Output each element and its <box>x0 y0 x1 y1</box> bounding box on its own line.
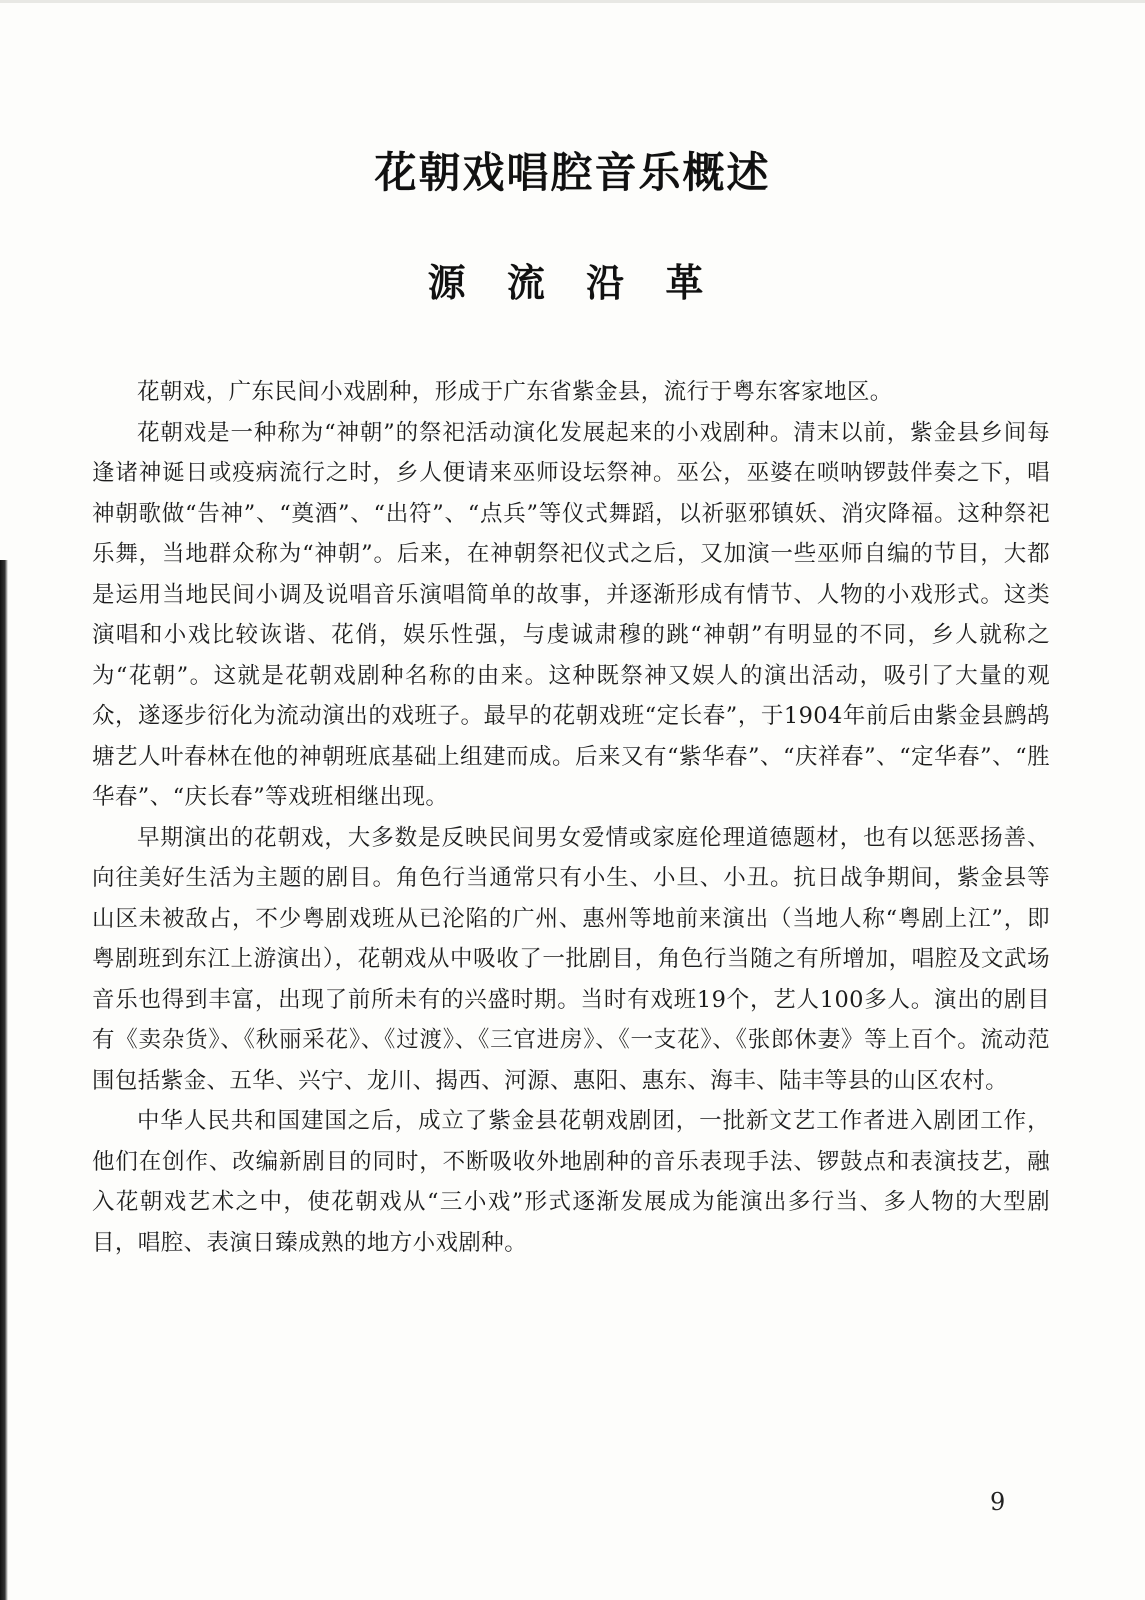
paragraph-1: 花朝戏，广东民间小戏剧种，形成于广东省紫金县，流行于粤东客家地区。 <box>137 379 893 405</box>
paragraph-2: 花朝戏是一种称为“神朝”的祭祀活动演化发展起来的小戏剧种。清末以前，紫金县乡间每逢诸神诞日或疫病流行之时，乡人便请来巫师设坛祭神。巫公，巫婆在唢呐锣鼓伴奏之下，唱神朝歌做“告神”、“奠酒”、“出符”、“点兵”等仪式舞蹈，以祈驱邪镇妖、消灾降福。这种祭祀乐舞，当地群众称为“神朝”。后来，在神朝祭祀仪式之后，又加演一些巫师自编的节目，大都是运用当地民间小调及说唱音乐演唱简单的故事，并逐渐形成有情节、人物的小戏形式。这类演唱和小戏比较诙谐、花俏，娱乐性强，与虔诚肃穆的跳“神朝”有明显的不同，乡人就称之为“花朝”。这就是花朝戏剧种名称的由来。这种既祭神又娱人的演出活动，吸引了大量的观众，遂逐步衍化为流动演出的戏班子。最早的花朝戏班“定长春”，于1904年前后由紫金县鹧鸪塘艺人叶春林在他的神朝班底基础上组建而成。后来又有“紫华春”、“庆祥春”、“定华春”、“胜华春”、“庆长春”等戏班相继出现。 <box>92 419 1050 810</box>
page-title: 花朝戏唱腔音乐概述 <box>374 148 771 197</box>
paragraph-3: 早期演出的花朝戏，大多数是反映民间男女爱情或家庭伦理道德题材，也有以惩恶扬善、向往美好生活为主题的剧目。角色行当通常只有小生、小旦、小丑。抗日战争期间，紫金县等山区未被敌占，不少粤剧戏班从已沦陷的广州、惠州等地前来演出（当地人称“粤剧上江”，即粤剧班到东江上游演出），花朝戏从中吸收了一批剧目，角色行当随之有所增加，唱腔及文武场音乐也得到丰富，出现了前所未有的兴盛时期。当时有戏班19个，艺人100多人。演出的剧目有《卖杂货》、《秋丽采花》、《过渡》、《三官进房》、《一支花》、《张郎休妻》等上百个。流动范围包括紫金、五华、兴宁、龙川、揭西、河源、惠阳、惠东、海丰、陆丰等县的山区农村。 <box>92 824 1050 1094</box>
scan-left-shadow <box>0 560 8 1600</box>
paragraph-4: 中华人民共和国建国之后，成立了紫金县花朝戏剧团，一批新文艺工作者进入剧团工作，他们在创作、改编新剧目的同时，不断吸收外地剧种的音乐表现手法、锣鼓点和表演技艺，融入花朝戏艺术之中，使花朝戏从“三小戏”形式逐渐发展成为能演出多行当、多人物的大型剧目，唱腔、表演日臻成熟的地方小戏剧种。 <box>92 1108 1050 1256</box>
page-number: 9 <box>990 1488 1006 1516</box>
section-title: 源 流 沿 革 <box>427 260 718 305</box>
scan-top-edge <box>0 0 1145 3</box>
body-text <box>92 372 1050 1263</box>
